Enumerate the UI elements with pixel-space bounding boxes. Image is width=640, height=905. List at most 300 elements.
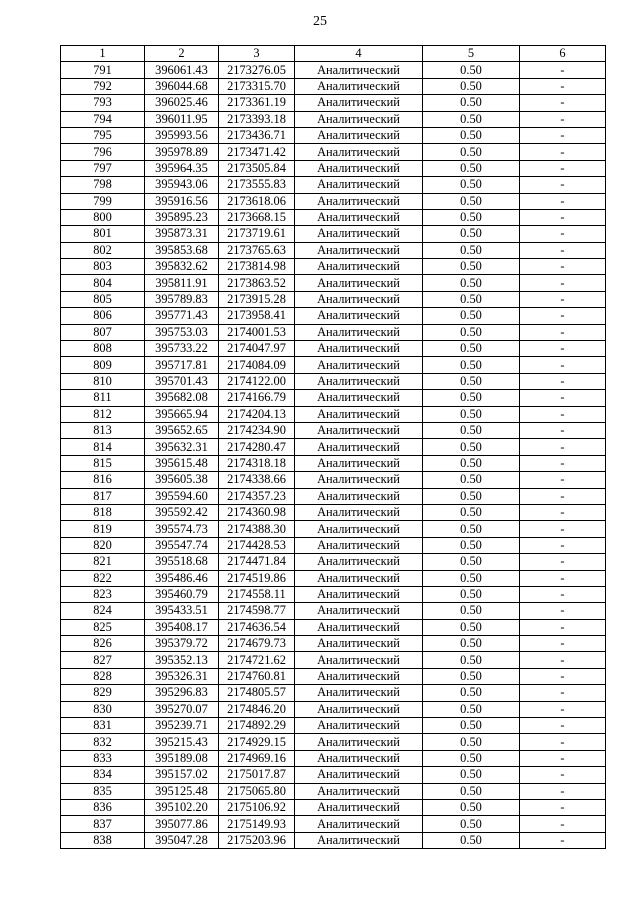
accuracy-cell: 0.50 <box>423 259 520 275</box>
method-cell: Аналитический <box>295 308 423 324</box>
x-coordinate-cell: 395916.56 <box>145 193 219 209</box>
note-cell: - <box>520 357 606 373</box>
method-cell: Аналитический <box>295 160 423 176</box>
point-number-cell: 822 <box>61 570 145 586</box>
accuracy-cell: 0.50 <box>423 160 520 176</box>
accuracy-cell: 0.50 <box>423 357 520 373</box>
point-number-cell: 813 <box>61 422 145 438</box>
accuracy-cell: 0.50 <box>423 144 520 160</box>
x-coordinate-cell: 395574.73 <box>145 521 219 537</box>
table-row <box>61 636 606 652</box>
note-cell: - <box>520 750 606 766</box>
y-coordinate-cell: 2174519.86 <box>219 570 295 586</box>
note-cell: - <box>520 341 606 357</box>
y-coordinate-cell: 2174360.98 <box>219 504 295 520</box>
table-row <box>61 209 606 225</box>
table-row <box>61 619 606 635</box>
note-cell: - <box>520 259 606 275</box>
x-coordinate-cell: 395125.48 <box>145 783 219 799</box>
accuracy-cell: 0.50 <box>423 718 520 734</box>
table-row <box>61 455 606 471</box>
point-number-cell: 805 <box>61 291 145 307</box>
point-number-cell: 836 <box>61 799 145 815</box>
note-cell: - <box>520 570 606 586</box>
table-row <box>61 767 606 783</box>
method-cell: Аналитический <box>295 472 423 488</box>
table-row <box>61 160 606 176</box>
table-row <box>61 95 606 111</box>
x-coordinate-cell: 395352.13 <box>145 652 219 668</box>
table-row <box>61 406 606 422</box>
method-cell: Аналитический <box>295 816 423 832</box>
method-cell: Аналитический <box>295 226 423 242</box>
point-number-cell: 812 <box>61 406 145 422</box>
accuracy-cell: 0.50 <box>423 816 520 832</box>
column-header-6: 6 <box>520 46 606 62</box>
note-cell: - <box>520 783 606 799</box>
x-coordinate-cell: 395943.06 <box>145 177 219 193</box>
point-number-cell: 833 <box>61 750 145 766</box>
accuracy-cell: 0.50 <box>423 373 520 389</box>
table-row <box>61 537 606 553</box>
x-coordinate-cell: 395993.56 <box>145 127 219 143</box>
method-cell: Аналитический <box>295 685 423 701</box>
table-row <box>61 144 606 160</box>
accuracy-cell: 0.50 <box>423 406 520 422</box>
accuracy-cell: 0.50 <box>423 537 520 553</box>
x-coordinate-cell: 395296.83 <box>145 685 219 701</box>
point-number-cell: 829 <box>61 685 145 701</box>
x-coordinate-cell: 395408.17 <box>145 619 219 635</box>
table-row <box>61 373 606 389</box>
y-coordinate-cell: 2174969.16 <box>219 750 295 766</box>
table-row <box>61 291 606 307</box>
page-number: 25 <box>313 14 327 29</box>
x-coordinate-cell: 395189.08 <box>145 750 219 766</box>
point-number-cell: 826 <box>61 636 145 652</box>
accuracy-cell: 0.50 <box>423 455 520 471</box>
accuracy-cell: 0.50 <box>423 668 520 684</box>
note-cell: - <box>520 652 606 668</box>
accuracy-cell: 0.50 <box>423 488 520 504</box>
point-number-cell: 792 <box>61 78 145 94</box>
y-coordinate-cell: 2174338.66 <box>219 472 295 488</box>
table-row <box>61 324 606 340</box>
y-coordinate-cell: 2173393.18 <box>219 111 295 127</box>
point-number-cell: 811 <box>61 390 145 406</box>
y-coordinate-cell: 2174598.77 <box>219 603 295 619</box>
note-cell: - <box>520 586 606 602</box>
note-cell: - <box>520 291 606 307</box>
method-cell: Аналитический <box>295 832 423 848</box>
column-header-3: 3 <box>219 46 295 62</box>
y-coordinate-cell: 2174636.54 <box>219 619 295 635</box>
point-number-cell: 828 <box>61 668 145 684</box>
accuracy-cell: 0.50 <box>423 177 520 193</box>
point-number-cell: 804 <box>61 275 145 291</box>
x-coordinate-cell: 395270.07 <box>145 701 219 717</box>
x-coordinate-cell: 395615.48 <box>145 455 219 471</box>
header-row <box>61 46 606 62</box>
note-cell: - <box>520 95 606 111</box>
x-coordinate-cell: 395978.89 <box>145 144 219 160</box>
method-cell: Аналитический <box>295 455 423 471</box>
column-header-2: 2 <box>145 46 219 62</box>
method-cell: Аналитический <box>295 259 423 275</box>
column-header-1: 1 <box>61 46 145 62</box>
point-number-cell: 802 <box>61 242 145 258</box>
table-row <box>61 177 606 193</box>
table-row <box>61 783 606 799</box>
y-coordinate-cell: 2173361.19 <box>219 95 295 111</box>
table-row <box>61 472 606 488</box>
y-coordinate-cell: 2173618.06 <box>219 193 295 209</box>
table-row <box>61 685 606 701</box>
x-coordinate-cell: 395379.72 <box>145 636 219 652</box>
note-cell: - <box>520 390 606 406</box>
accuracy-cell: 0.50 <box>423 832 520 848</box>
point-number-cell: 801 <box>61 226 145 242</box>
note-cell: - <box>520 799 606 815</box>
column-header-4: 4 <box>295 46 423 62</box>
accuracy-cell: 0.50 <box>423 439 520 455</box>
method-cell: Аналитический <box>295 783 423 799</box>
table-row <box>61 341 606 357</box>
x-coordinate-cell: 395964.35 <box>145 160 219 176</box>
accuracy-cell: 0.50 <box>423 242 520 258</box>
note-cell: - <box>520 144 606 160</box>
point-number-cell: 791 <box>61 62 145 78</box>
table-row <box>61 570 606 586</box>
y-coordinate-cell: 2174388.30 <box>219 521 295 537</box>
accuracy-cell: 0.50 <box>423 78 520 94</box>
y-coordinate-cell: 2173958.41 <box>219 308 295 324</box>
x-coordinate-cell: 395486.46 <box>145 570 219 586</box>
point-number-cell: 832 <box>61 734 145 750</box>
point-number-cell: 809 <box>61 357 145 373</box>
table-row <box>61 652 606 668</box>
x-coordinate-cell: 395605.38 <box>145 472 219 488</box>
x-coordinate-cell: 396011.95 <box>145 111 219 127</box>
y-coordinate-cell: 2174204.13 <box>219 406 295 422</box>
y-coordinate-cell: 2173719.61 <box>219 226 295 242</box>
point-number-cell: 824 <box>61 603 145 619</box>
method-cell: Аналитический <box>295 636 423 652</box>
y-coordinate-cell: 2173915.28 <box>219 291 295 307</box>
accuracy-cell: 0.50 <box>423 554 520 570</box>
method-cell: Аналитический <box>295 767 423 783</box>
y-coordinate-cell: 2173276.05 <box>219 62 295 78</box>
y-coordinate-cell: 2173436.71 <box>219 127 295 143</box>
accuracy-cell: 0.50 <box>423 799 520 815</box>
y-coordinate-cell: 2174318.18 <box>219 455 295 471</box>
column-header-5: 5 <box>423 46 520 62</box>
note-cell: - <box>520 767 606 783</box>
x-coordinate-cell: 395682.08 <box>145 390 219 406</box>
method-cell: Аналитический <box>295 127 423 143</box>
table-row <box>61 668 606 684</box>
x-coordinate-cell: 395832.62 <box>145 259 219 275</box>
x-coordinate-cell: 395789.83 <box>145 291 219 307</box>
table-row <box>61 521 606 537</box>
method-cell: Аналитический <box>295 521 423 537</box>
y-coordinate-cell: 2174047.97 <box>219 341 295 357</box>
accuracy-cell: 0.50 <box>423 226 520 242</box>
method-cell: Аналитический <box>295 291 423 307</box>
accuracy-cell: 0.50 <box>423 570 520 586</box>
point-number-cell: 807 <box>61 324 145 340</box>
point-number-cell: 799 <box>61 193 145 209</box>
point-number-cell: 795 <box>61 127 145 143</box>
note-cell: - <box>520 209 606 225</box>
note-cell: - <box>520 718 606 734</box>
coordinates-table <box>60 45 606 849</box>
table-row <box>61 308 606 324</box>
y-coordinate-cell: 2174558.11 <box>219 586 295 602</box>
y-coordinate-cell: 2175065.80 <box>219 783 295 799</box>
method-cell: Аналитический <box>295 603 423 619</box>
point-number-cell: 821 <box>61 554 145 570</box>
point-number-cell: 810 <box>61 373 145 389</box>
x-coordinate-cell: 395632.31 <box>145 439 219 455</box>
point-number-cell: 820 <box>61 537 145 553</box>
note-cell: - <box>520 308 606 324</box>
note-cell: - <box>520 275 606 291</box>
accuracy-cell: 0.50 <box>423 586 520 602</box>
note-cell: - <box>520 242 606 258</box>
table-row <box>61 62 606 78</box>
method-cell: Аналитический <box>295 504 423 520</box>
y-coordinate-cell: 2173814.98 <box>219 259 295 275</box>
y-coordinate-cell: 2175106.92 <box>219 799 295 815</box>
point-number-cell: 817 <box>61 488 145 504</box>
x-coordinate-cell: 395895.23 <box>145 209 219 225</box>
x-coordinate-cell: 396025.46 <box>145 95 219 111</box>
x-coordinate-cell: 395717.81 <box>145 357 219 373</box>
note-cell: - <box>520 734 606 750</box>
note-cell: - <box>520 619 606 635</box>
accuracy-cell: 0.50 <box>423 127 520 143</box>
table-row <box>61 586 606 602</box>
method-cell: Аналитический <box>295 554 423 570</box>
note-cell: - <box>520 177 606 193</box>
note-cell: - <box>520 668 606 684</box>
x-coordinate-cell: 395047.28 <box>145 832 219 848</box>
method-cell: Аналитический <box>295 78 423 94</box>
note-cell: - <box>520 832 606 848</box>
method-cell: Аналитический <box>295 750 423 766</box>
y-coordinate-cell: 2173668.15 <box>219 209 295 225</box>
method-cell: Аналитический <box>295 652 423 668</box>
y-coordinate-cell: 2173471.42 <box>219 144 295 160</box>
method-cell: Аналитический <box>295 701 423 717</box>
method-cell: Аналитический <box>295 537 423 553</box>
y-coordinate-cell: 2173315.70 <box>219 78 295 94</box>
table-row <box>61 488 606 504</box>
method-cell: Аналитический <box>295 62 423 78</box>
x-coordinate-cell: 395853.68 <box>145 242 219 258</box>
table-row <box>61 275 606 291</box>
table-row <box>61 832 606 848</box>
note-cell: - <box>520 226 606 242</box>
y-coordinate-cell: 2174428.53 <box>219 537 295 553</box>
method-cell: Аналитический <box>295 439 423 455</box>
note-cell: - <box>520 521 606 537</box>
table-row <box>61 504 606 520</box>
table-row <box>61 554 606 570</box>
table-body <box>61 62 606 849</box>
accuracy-cell: 0.50 <box>423 603 520 619</box>
table-row <box>61 701 606 717</box>
method-cell: Аналитический <box>295 390 423 406</box>
x-coordinate-cell: 395701.43 <box>145 373 219 389</box>
table-row <box>61 734 606 750</box>
method-cell: Аналитический <box>295 193 423 209</box>
accuracy-cell: 0.50 <box>423 636 520 652</box>
note-cell: - <box>520 816 606 832</box>
table-row <box>61 127 606 143</box>
accuracy-cell: 0.50 <box>423 111 520 127</box>
table-row <box>61 799 606 815</box>
accuracy-cell: 0.50 <box>423 62 520 78</box>
point-number-cell: 816 <box>61 472 145 488</box>
table-row <box>61 603 606 619</box>
point-number-cell: 827 <box>61 652 145 668</box>
note-cell: - <box>520 504 606 520</box>
table-row <box>61 718 606 734</box>
accuracy-cell: 0.50 <box>423 472 520 488</box>
x-coordinate-cell: 396044.68 <box>145 78 219 94</box>
accuracy-cell: 0.50 <box>423 422 520 438</box>
method-cell: Аналитический <box>295 341 423 357</box>
point-number-cell: 814 <box>61 439 145 455</box>
method-cell: Аналитический <box>295 406 423 422</box>
y-coordinate-cell: 2174234.90 <box>219 422 295 438</box>
method-cell: Аналитический <box>295 324 423 340</box>
x-coordinate-cell: 395518.68 <box>145 554 219 570</box>
point-number-cell: 793 <box>61 95 145 111</box>
note-cell: - <box>520 422 606 438</box>
y-coordinate-cell: 2173555.83 <box>219 177 295 193</box>
method-cell: Аналитический <box>295 488 423 504</box>
y-coordinate-cell: 2174357.23 <box>219 488 295 504</box>
note-cell: - <box>520 373 606 389</box>
x-coordinate-cell: 395102.20 <box>145 799 219 815</box>
y-coordinate-cell: 2174760.81 <box>219 668 295 684</box>
accuracy-cell: 0.50 <box>423 341 520 357</box>
note-cell: - <box>520 78 606 94</box>
point-number-cell: 830 <box>61 701 145 717</box>
y-coordinate-cell: 2173505.84 <box>219 160 295 176</box>
table-row <box>61 390 606 406</box>
method-cell: Аналитический <box>295 144 423 160</box>
table-row <box>61 439 606 455</box>
table-row <box>61 193 606 209</box>
accuracy-cell: 0.50 <box>423 521 520 537</box>
method-cell: Аналитический <box>295 570 423 586</box>
note-cell: - <box>520 324 606 340</box>
point-number-cell: 818 <box>61 504 145 520</box>
point-number-cell: 831 <box>61 718 145 734</box>
table-row <box>61 226 606 242</box>
y-coordinate-cell: 2173765.63 <box>219 242 295 258</box>
point-number-cell: 837 <box>61 816 145 832</box>
x-coordinate-cell: 395873.31 <box>145 226 219 242</box>
point-number-cell: 794 <box>61 111 145 127</box>
x-coordinate-cell: 395326.31 <box>145 668 219 684</box>
note-cell: - <box>520 488 606 504</box>
note-cell: - <box>520 603 606 619</box>
table-row <box>61 816 606 832</box>
accuracy-cell: 0.50 <box>423 390 520 406</box>
point-number-cell: 838 <box>61 832 145 848</box>
accuracy-cell: 0.50 <box>423 209 520 225</box>
note-cell: - <box>520 406 606 422</box>
x-coordinate-cell: 395665.94 <box>145 406 219 422</box>
point-number-cell: 823 <box>61 586 145 602</box>
note-cell: - <box>520 636 606 652</box>
note-cell: - <box>520 193 606 209</box>
accuracy-cell: 0.50 <box>423 275 520 291</box>
y-coordinate-cell: 2174929.15 <box>219 734 295 750</box>
point-number-cell: 834 <box>61 767 145 783</box>
point-number-cell: 808 <box>61 341 145 357</box>
method-cell: Аналитический <box>295 619 423 635</box>
table-row <box>61 422 606 438</box>
accuracy-cell: 0.50 <box>423 701 520 717</box>
method-cell: Аналитический <box>295 668 423 684</box>
accuracy-cell: 0.50 <box>423 619 520 635</box>
table-header <box>61 46 606 62</box>
note-cell: - <box>520 62 606 78</box>
accuracy-cell: 0.50 <box>423 767 520 783</box>
note-cell: - <box>520 111 606 127</box>
x-coordinate-cell: 395547.74 <box>145 537 219 553</box>
table-row <box>61 111 606 127</box>
x-coordinate-cell: 395157.02 <box>145 767 219 783</box>
y-coordinate-cell: 2174122.00 <box>219 373 295 389</box>
x-coordinate-cell: 395771.43 <box>145 308 219 324</box>
accuracy-cell: 0.50 <box>423 291 520 307</box>
method-cell: Аналитический <box>295 209 423 225</box>
method-cell: Аналитический <box>295 799 423 815</box>
accuracy-cell: 0.50 <box>423 308 520 324</box>
x-coordinate-cell: 395733.22 <box>145 341 219 357</box>
method-cell: Аналитический <box>295 242 423 258</box>
accuracy-cell: 0.50 <box>423 504 520 520</box>
y-coordinate-cell: 2174892.29 <box>219 718 295 734</box>
x-coordinate-cell: 395652.65 <box>145 422 219 438</box>
point-number-cell: 819 <box>61 521 145 537</box>
note-cell: - <box>520 685 606 701</box>
method-cell: Аналитический <box>295 734 423 750</box>
method-cell: Аналитический <box>295 177 423 193</box>
x-coordinate-cell: 395215.43 <box>145 734 219 750</box>
accuracy-cell: 0.50 <box>423 734 520 750</box>
x-coordinate-cell: 395433.51 <box>145 603 219 619</box>
method-cell: Аналитический <box>295 422 423 438</box>
x-coordinate-cell: 395460.79 <box>145 586 219 602</box>
point-number-cell: 796 <box>61 144 145 160</box>
accuracy-cell: 0.50 <box>423 783 520 799</box>
table-row <box>61 750 606 766</box>
point-number-cell: 798 <box>61 177 145 193</box>
y-coordinate-cell: 2174805.57 <box>219 685 295 701</box>
method-cell: Аналитический <box>295 275 423 291</box>
x-coordinate-cell: 395239.71 <box>145 718 219 734</box>
method-cell: Аналитический <box>295 95 423 111</box>
y-coordinate-cell: 2175203.96 <box>219 832 295 848</box>
